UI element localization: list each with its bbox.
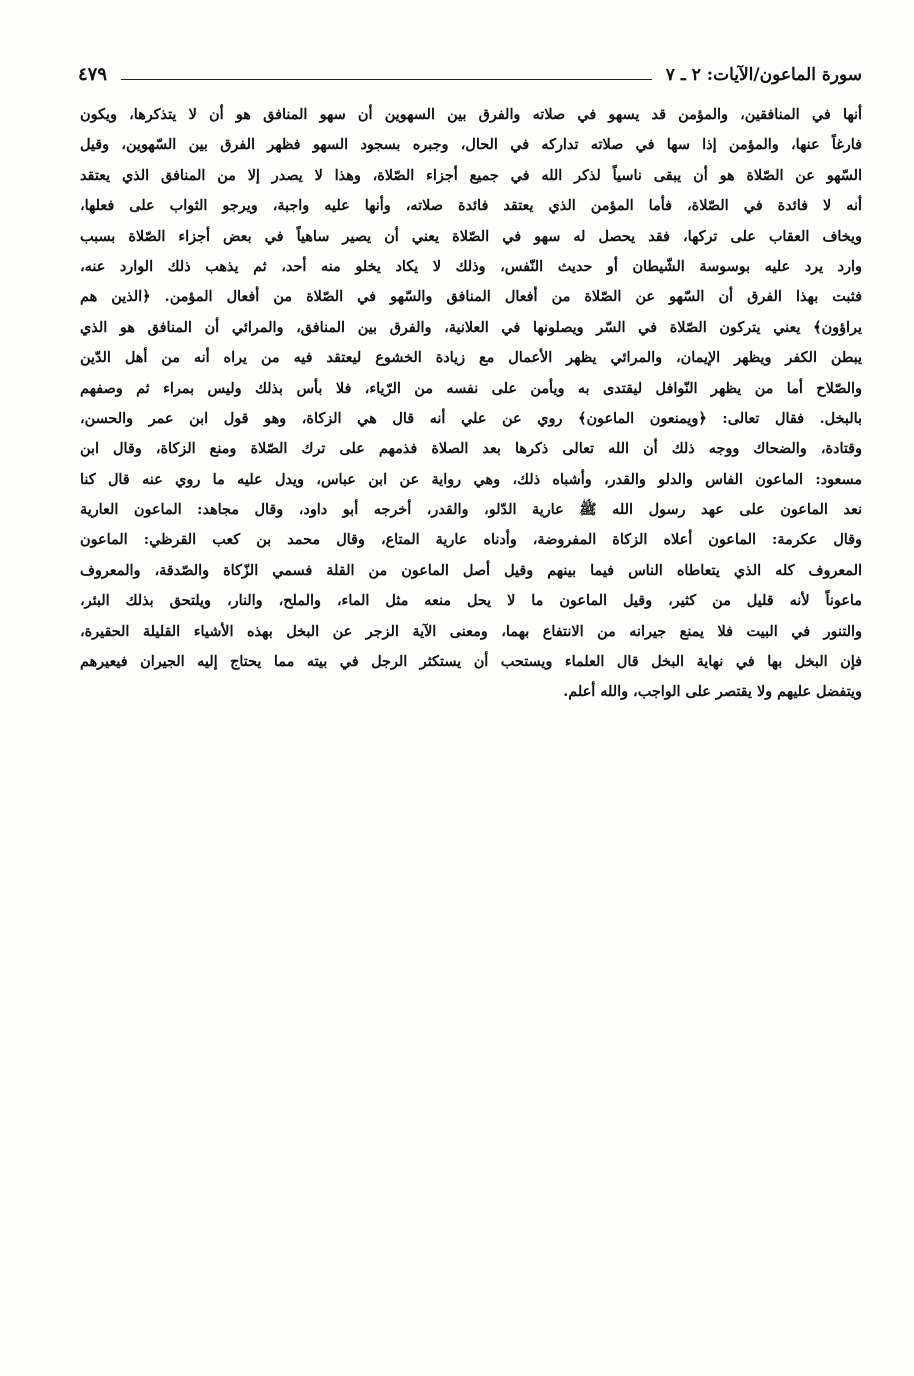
header-rule <box>121 79 652 80</box>
text-line: المعروف كله الذي يتعاطاه الناس فيما بينهم وقيل أصل الماعون من القلة فسمي الزّكاة والصّدقة، والمعروف <box>80 561 862 579</box>
surah-title: سورة الماعون/الآيات: ٢ ـ ٧ <box>665 65 862 85</box>
text-line: يبطن الكفر ويظهر الإيمان، والمرائي يظهر الأعمال مع زيادة الخشوع ليعتقد فيه من يراه أنه من أهل الدّين <box>80 349 862 367</box>
text-line: وارد يرد عليه بوسوسة الشّيطان أو حديث النّفس، وذلك لا يكاد يخلو منه أحد، ثم يذهب ذلك الوارد عنه، <box>80 257 862 275</box>
text-line: مسعود: الماعون الفاس والدلو والقدر، وأشباه ذلك، وهي رواية عن ابن عباس، ويدل عليه ما روي عنه قال كنا <box>80 470 862 488</box>
text-line: السّهو عن الصّلاة هو أن يبقى ناسياً لذكر الله في جميع أجزاء الصّلاة، وهذا لا يصدر إلا من المنافق الذي يعتقد <box>80 166 862 184</box>
text-line: ماعوناً لأنه قليل من كثير، وقيل الماعون ما لا يحل منعه مثل الماء، والملح، والنار، ويلتحق بذلك البئر، <box>80 592 862 610</box>
text-line: فارغاً عنها، والمؤمن إذا سها في صلاته تداركه في الحال، وجبره بسجود السهو فظهر الفرق بين السّهوين، وقيل <box>80 136 862 154</box>
page-number: ٤٧٩ <box>78 64 108 85</box>
text-line: فإن البخل بها في نهاية البخل قال العلماء ويستحب أن يستكثر الرجل في بيته مما يحتاج إليه الجيران فيعيرهم <box>80 653 862 671</box>
commentary-text <box>80 100 862 708</box>
text-line: وقال عكرمة: الماعون أعلاه الزكاة المفروضة، وأدناه عارية المتاع، وقال محمد بن كعب القرظي: الماعون <box>80 531 862 549</box>
text-line: نعد الماعون على عهد رسول الله ﷺ عارية الدّلو، والقدر، أخرجه أبو داود، وقال مجاهد: الماعون العارية <box>80 501 862 519</box>
text-line: والصّلاح أما من يظهر النّوافل ليقتدى به ويأمن على نفسه من الرّياء، فلا بأس بذلك وليس بمراء ثم وصفهم <box>80 379 862 397</box>
text-line: أنه لا فائدة في الصّلاة، فأما المؤمن الذي يعتقد فائدة صلاته، وأنها عليه واجبة، ويرجو الثواب على فعلها، <box>80 197 862 215</box>
page-header <box>78 52 862 86</box>
text-line: يراؤون﴾ يعني يتركون الصّلاة في السّر ويصلونها في العلانية، والفرق بين المنافق، والمرائي أن المنافق هو الذي <box>80 318 862 336</box>
text-line-final: ويتفضل عليهم ولا يقتصر على الواجب، والله أعلم. <box>563 683 862 701</box>
text-line: بالبخل. فقال تعالى: ﴿ويمنعون الماعون﴾ روي عن علي أنه قال هي الزكاة، وهو قول ابن عمر والحسن، <box>80 409 862 427</box>
text-line: وقتادة، والضحاك ووجه ذلك أن الله تعالى ذكرها بعد الصلاة فذمهم على ترك الصّلاة ومنع الزكاة، وقال ابن <box>80 440 862 458</box>
text-line: والتنور في البيت فلا يمنع جيرانه من الانتفاع بهما، ومعنى الآية الزجر عن البخل بهذه الأشياء القليلة الحقيرة، <box>80 622 862 640</box>
text-line: فثبت بهذا الفرق أن السّهو عن الصّلاة من أفعال المنافق والسّهو في الصّلاة من أفعال المؤمن. ﴿الذين هم <box>80 288 862 306</box>
text-line: أنها في المنافقين، والمؤمن قد يسهو في صلاته والفرق بين السهوين أن سهو المنافق هو أن لا يتذكرها، ويكون <box>80 106 862 123</box>
text-line: ويخاف العقاب على تركها، فقد يحصل له سهو في الصّلاة يعني أن يصير ساهياً في بعض أجزاء الصّلاة بسبب <box>80 227 862 245</box>
